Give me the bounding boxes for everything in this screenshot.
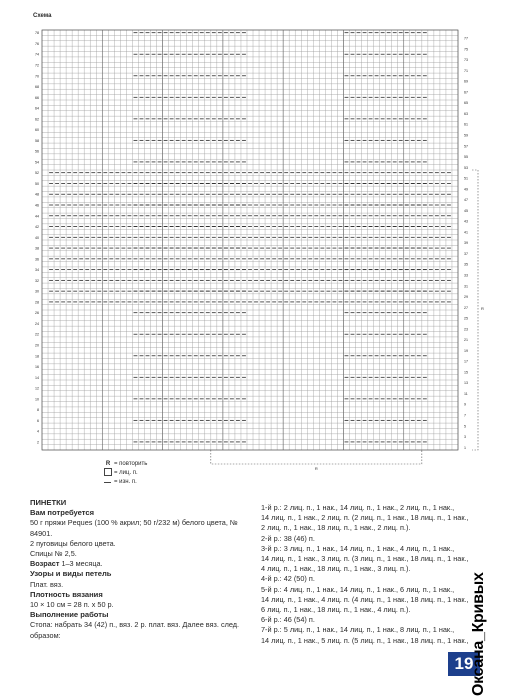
age-line	[30, 559, 252, 569]
row-number-right: 55	[464, 155, 468, 160]
work-text-line: образом:	[30, 630, 61, 640]
row-number-right: 57	[464, 144, 468, 149]
materials-heading: Вам потребуется	[30, 508, 95, 518]
row-number-left: 6	[37, 418, 39, 423]
repeat-symbol: R	[105, 461, 111, 467]
row-number-left: 70	[35, 74, 39, 79]
row-number-right: 63	[464, 111, 468, 116]
work-heading: Выполнение работы	[30, 610, 109, 620]
row-number-left: 26	[35, 311, 39, 316]
row-number-left: 40	[35, 235, 39, 240]
row-number-right: 65	[464, 101, 468, 106]
row-number-left: 32	[35, 278, 39, 283]
row-number-right: 23	[464, 327, 468, 332]
legend-knit-text: = лиц. п.	[114, 470, 138, 476]
repeat-label-side: R	[481, 306, 484, 311]
materials-needles: Спицы № 2,5.	[30, 549, 77, 559]
row-number-left: 76	[35, 41, 39, 46]
row-number-right: 43	[464, 219, 468, 224]
row-number-right: 59	[464, 133, 468, 138]
instruction-line: 6-й р.: 46 (54) п.	[261, 615, 315, 625]
row-number-left: 46	[35, 203, 39, 208]
row-number-right: 69	[464, 79, 468, 84]
instruction-line: 4 лиц. п., 1 нак., 18 лиц. п., 1 нак., 3 лиц. п.).	[261, 564, 411, 574]
row-number-left: 24	[35, 321, 39, 326]
row-number-right: 47	[464, 198, 468, 203]
row-number-right: 71	[464, 68, 468, 73]
row-number-left: 2	[37, 440, 39, 445]
gauge-text: 10 × 10 см = 28 п. x 50 р.	[30, 600, 114, 610]
row-number-right: 77	[464, 36, 468, 41]
patterns-text: Плат. вяз.	[30, 579, 64, 589]
row-number-right: 7	[464, 413, 466, 418]
row-number-right: 41	[464, 230, 468, 235]
row-number-right: 39	[464, 241, 468, 246]
row-number-left: 18	[35, 354, 39, 359]
instruction-line: 1-й р.: 2 лиц. п., 1 нак., 14 лиц. п., 1 нак., 2 лиц. п., 1 нак.,	[261, 503, 455, 512]
row-number-right: 53	[464, 165, 468, 170]
row-number-left: 58	[35, 138, 39, 143]
instruction-line: 3-й р.: 3 лиц. п., 1 нак., 14 лиц. п., 1 нак., 4 лиц. п., 1 нак.,	[261, 543, 455, 553]
row-number-left: 72	[35, 63, 39, 68]
repeat-bracket-bottom	[211, 450, 422, 464]
row-number-left: 28	[35, 300, 39, 305]
row-number-right: 21	[464, 338, 468, 343]
repeat-label-bottom: R	[314, 466, 318, 470]
row-number-left: 50	[35, 181, 39, 186]
row-number-right: 49	[464, 187, 468, 192]
instruction-line: 6 лиц. п., 1 нак., 18 лиц. п., 1 нак., 4 лиц. п.).	[261, 605, 411, 615]
row-number-left: 30	[35, 289, 39, 294]
row-number-left: 44	[35, 214, 39, 219]
row-instructions	[261, 503, 481, 646]
row-number-right: 37	[464, 251, 468, 256]
pattern-title: ПИНЕТКИ	[30, 498, 67, 507]
row-number-left: 74	[35, 52, 39, 57]
row-number-right: 25	[464, 316, 468, 321]
age-heading: Возраст	[30, 559, 60, 569]
row-number-right: 31	[464, 284, 468, 289]
row-number-left: 48	[35, 192, 39, 197]
row-number-left: 54	[35, 160, 39, 165]
row-number-right: 67	[464, 90, 468, 95]
row-number-right: 75	[464, 47, 468, 52]
row-number-right: 73	[464, 58, 468, 63]
row-number-left: 64	[35, 106, 39, 111]
row-number-left: 52	[35, 171, 39, 176]
age-value: 1–3 месяца.	[61, 559, 103, 569]
instruction-line: 5-й р.: 4 лиц. п., 1 нак., 14 лиц. п., 1 нак., 6 лиц. п., 1 нак.,	[261, 584, 455, 594]
row-number-left: 42	[35, 225, 39, 230]
row-number-left: 62	[35, 117, 39, 122]
row-number-right: 19	[464, 348, 468, 353]
row-number-left: 68	[35, 85, 39, 90]
row-number-right: 15	[464, 370, 468, 375]
row-number-right: 5	[464, 424, 466, 429]
row-number-left: 38	[35, 246, 39, 251]
row-number-right: 17	[464, 359, 468, 364]
row-number-left: 22	[35, 332, 39, 337]
legend-knit	[102, 469, 147, 478]
row-number-right: 11	[464, 391, 468, 396]
chart-grid-lines	[42, 30, 458, 450]
instruction-line: 4-й р.: 42 (50) п.	[261, 574, 315, 584]
row-number-left: 60	[35, 128, 39, 133]
legend-purl-text: = изн. п.	[114, 479, 137, 485]
row-number-left: 34	[35, 268, 39, 273]
row-number-right: 29	[464, 295, 468, 300]
watermark-signature: Оксана_Кривых	[470, 572, 487, 696]
instruction-line: 14 лиц. п., 1 нак., 5 лиц. п. (5 лиц. п., 1 нак., 18 лиц. п., 1 нак.,	[261, 635, 469, 645]
legend-purl	[102, 478, 147, 487]
instruction-line: 2 лиц. п., 1 нак., 18 лиц. п., 1 нак., 2 лиц. п.).	[261, 523, 411, 533]
row-number-left: 16	[35, 365, 39, 370]
pattern-intro	[30, 498, 252, 641]
row-number-right: 3	[464, 435, 466, 440]
row-number-right: 61	[464, 122, 468, 127]
row-number-right: 13	[464, 381, 468, 386]
row-number-right: 9	[464, 402, 466, 407]
chart-title: Схема	[33, 13, 52, 19]
row-number-left: 78	[35, 31, 39, 36]
row-number-left: 8	[37, 408, 39, 413]
row-number-left: 36	[35, 257, 39, 262]
row-number-left: 14	[35, 375, 39, 380]
gauge-heading: Плотность вязания	[30, 589, 103, 599]
chart-legend	[102, 460, 147, 487]
row-number-left: 56	[35, 149, 39, 154]
empty-square-icon	[104, 468, 112, 476]
row-number-left: 66	[35, 95, 39, 100]
materials-buttons: 2 пуговицы белого цвета.	[30, 538, 116, 548]
repeat-bracket-side	[472, 170, 478, 450]
page-number-badge: 19	[448, 652, 480, 676]
instruction-line: 7-й р.: 5 лиц. п., 1 нак., 14 лиц. п., 1 нак., 8 лиц. п., 1 нак.,	[261, 625, 455, 635]
row-number-left: 10	[35, 397, 39, 402]
legend-repeat-text: = повторить	[114, 461, 148, 467]
dash-icon	[104, 482, 111, 483]
instruction-line: 14 лиц. п., 1 нак., 3 лиц. п. (3 лиц. п., 1 нак., 18 лиц. п., 1 нак.,	[261, 554, 469, 564]
row-number-left: 20	[35, 343, 39, 348]
row-number-right: 33	[464, 273, 468, 278]
row-number-left: 12	[35, 386, 39, 391]
instruction-line: 14 лиц. п., 1 нак., 2 лиц. п. (2 лиц. п., 1 нак., 18 лиц. п., 1 нак.,	[261, 513, 469, 523]
patterns-heading: Узоры и виды петель	[30, 569, 112, 579]
row-number-right: 27	[464, 305, 468, 310]
work-text-line: Стопа: набрать 34 (42) п., вяз. 2 р. плат. вяз. Далее вяз. след.	[30, 620, 240, 630]
row-number-right: 45	[464, 208, 468, 213]
row-number-right: 51	[464, 176, 468, 181]
row-number-left: 4	[37, 429, 39, 434]
instruction-line: 2-й р.: 38 (46) п.	[261, 533, 315, 543]
row-number-right: 35	[464, 262, 468, 267]
row-number-right: 1	[464, 445, 466, 450]
instruction-line: 14 лиц. п., 1 нак., 4 лиц. п. (4 лиц. п., 1 нак., 18 лиц. п., 1 нак.,	[261, 594, 469, 604]
materials-yarn: 50 г пряжи Peques (100 % акрил; 50 г/232 м) белого цвета, № 84901.	[30, 518, 238, 538]
